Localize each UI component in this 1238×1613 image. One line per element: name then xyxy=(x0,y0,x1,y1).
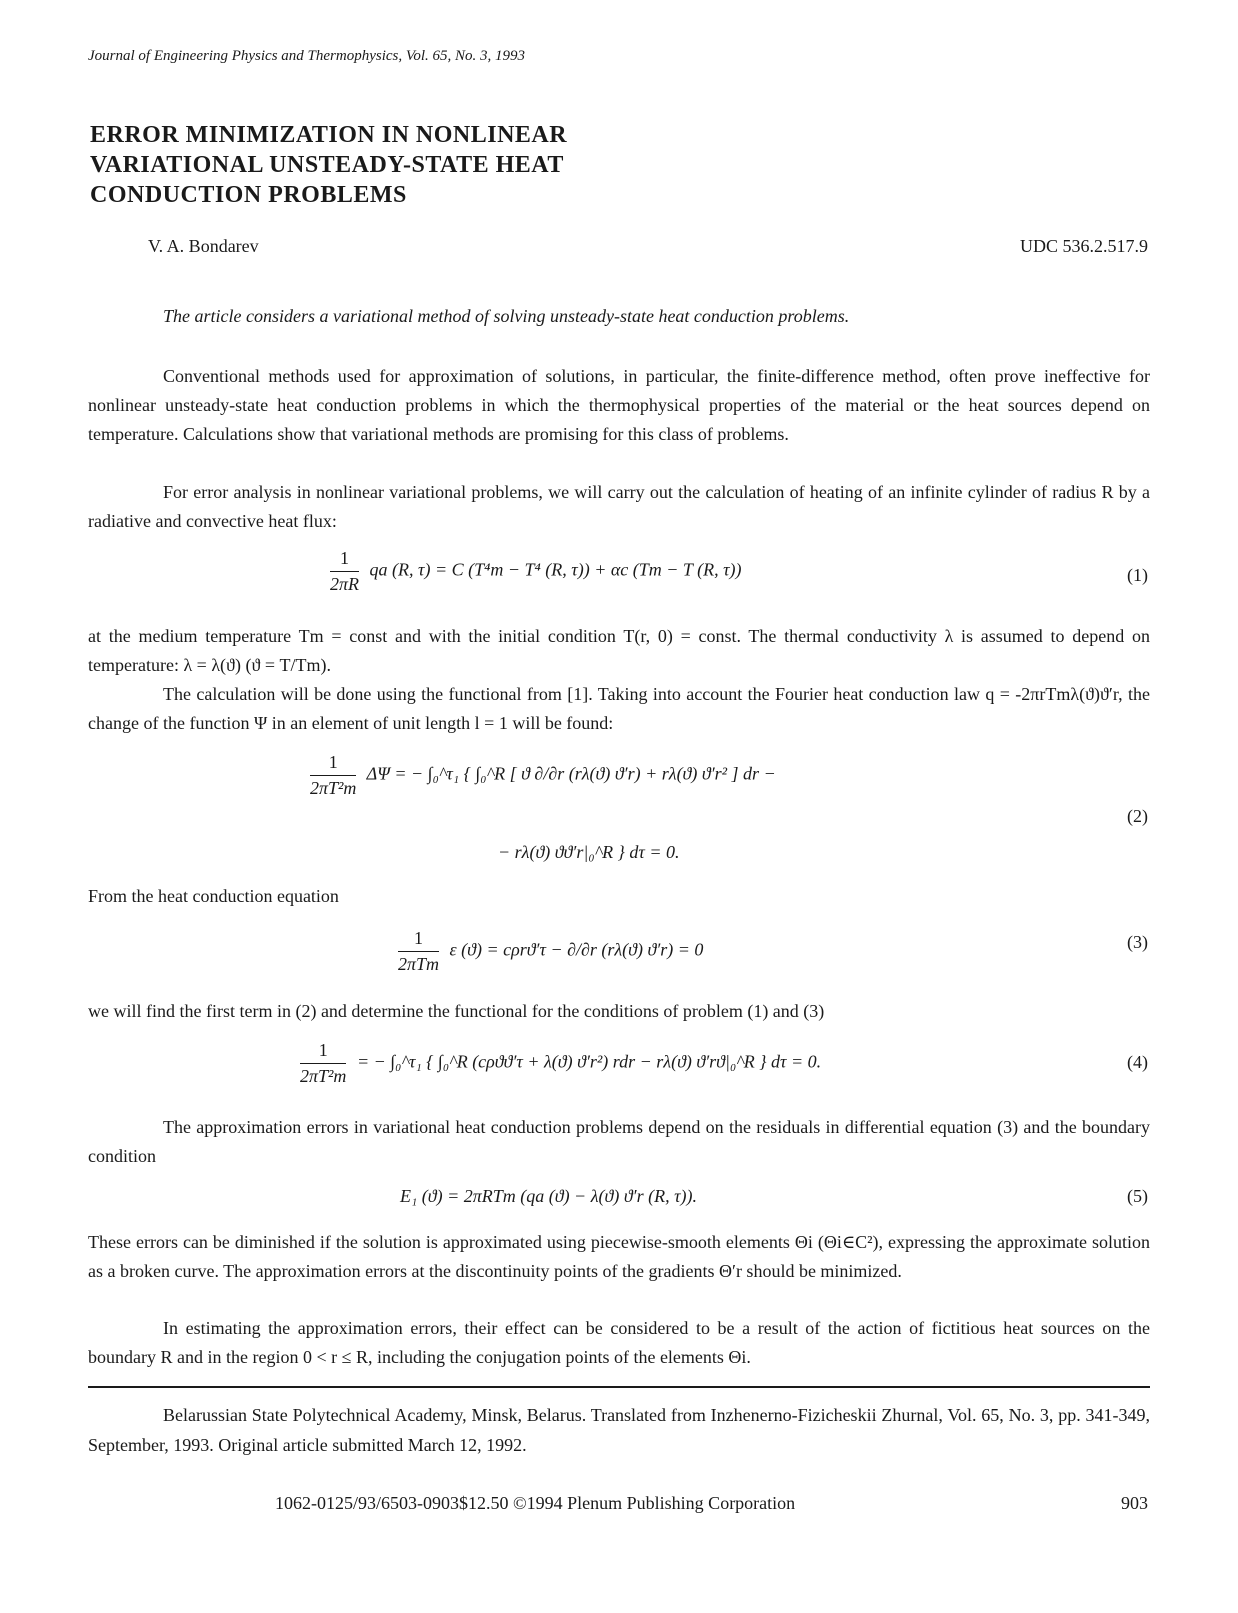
equation-1-label: (1) xyxy=(1127,565,1148,585)
equation-4 xyxy=(300,1040,821,1087)
page-number: 903 xyxy=(1121,1493,1148,1513)
title-line-2: VARIATIONAL UNSTEADY-STATE HEAT xyxy=(90,152,564,178)
paragraph-9: In estimating the approximation errors, their effect can be considered to be a result of the action of fictitious heat sources on the boundary R and in the region 0 < r ≤ R, including the conjugation points of the elements Θi. xyxy=(88,1318,1150,1367)
equation-4-label: (4) xyxy=(1127,1052,1148,1072)
equation-3 xyxy=(398,928,703,975)
article-title xyxy=(90,120,567,210)
abstract: The article considers a variational method of solving unsteady-state heat conduction problems. xyxy=(163,306,850,326)
eq1-body: qa (R, τ) = C (T⁴m − T⁴ (R, τ)) + αc (Tm − T (R, τ)) xyxy=(369,559,742,580)
author-name: V. A. Bondarev xyxy=(148,236,259,256)
paragraph-5: From the heat conduction equation xyxy=(88,886,339,906)
paragraph-3: at the medium temperature Tm = const and with the initial condition T(r, 0) = const. The thermal conductivity λ is assumed to depend on temperature: λ = λ(ϑ) (ϑ = T/Tm). xyxy=(88,626,1150,675)
copyright-code: 1062-0125/93/6503-0903$12.50 ©1994 Plenum Publishing Corporation xyxy=(275,1493,796,1513)
title-line-3: CONDUCTION PROBLEMS xyxy=(90,182,407,208)
paragraph-1: Conventional methods used for approximation of solutions, in particular, the finite-difference method, often prove ineffective for nonlinear unsteady-state heat conduction problems in which the thermophysical properties of the material or the heat sources depend on temperature. Calculations show that variational methods are promising for this class of problems. xyxy=(88,366,1150,444)
journal-header: Journal of Engineering Physics and Thermophysics, Vol. 65, No. 3, 1993 xyxy=(88,48,526,64)
eq1-fraction: $\frac{1}{2\pi R}$ xyxy=(330,548,360,594)
footnote-divider xyxy=(88,1386,1150,1388)
equation-2-line-1 xyxy=(310,752,776,799)
equation-1 xyxy=(330,548,742,595)
paragraph-4: The calculation will be done using the functional from [1]. Taking into account the Fourier heat conduction law q = -2πrTmλ(ϑ)ϑ′r, the change of the function Ψ in an element of unit length l = 1 will be found: xyxy=(88,684,1150,733)
paragraph-7: The approximation errors in variational heat conduction problems depend on the residuals in differential equation (3) and the boundary condition xyxy=(88,1117,1150,1166)
eq3-fraction: $\frac{1}{\text{2πTm}}$ xyxy=(398,928,440,974)
title-line-1: ERROR MINIMIZATION IN NONLINEAR xyxy=(90,122,568,148)
udc-code: UDC 536.2.517.9 xyxy=(1019,236,1148,256)
equation-2-label: (2) xyxy=(1127,806,1148,826)
equation-5-label: (5) xyxy=(1127,1186,1148,1206)
eq2-fraction: $\frac{1}{\text{2πT²m}}$ xyxy=(310,752,357,798)
equation-2-line-2: − rλ(ϑ) ϑϑ′r|₀^R } dτ = 0. xyxy=(498,842,680,862)
affiliation-footnote: Belarussian State Polytechnical Academy, Minsk, Belarus. Translated from Inzhenerno-Fizicheskii Zhurnal, Vol. 65, No. 3, pp. 341-349, September, 1993. Original article submitted March 12, 1992. xyxy=(88,1405,1150,1455)
paragraph-6: we will find the first term in (2) and determine the functional for the conditions of problem (1) and (3) xyxy=(88,1001,825,1021)
equation-3-label: (3) xyxy=(1127,932,1148,952)
paragraph-8: These errors can be diminished if the solution is approximated using piecewise-smooth elements Θi (Θi∈C²), expressing the approximate solution as a broken curve. The approximation errors at the discontinuity points of the gradients Θ′r should be minimized. xyxy=(88,1232,1150,1281)
eq4-fraction: $\frac{1}{\text{2πT²m}}$ xyxy=(300,1040,347,1086)
paragraph-2: For error analysis in nonlinear variational problems, we will carry out the calculation of heating of an infinite cylinder of radius R by a radiative and convective heat flux: xyxy=(88,482,1150,531)
eq4-body: = − ∫₀^τ₁ { ∫₀^R (cρϑϑ′τ + λ(ϑ) ϑ′r²) rdr − rλ(ϑ) ϑ′rϑ|₀^R } dτ = 0. xyxy=(356,1051,822,1072)
eq3-body: ε (ϑ) = cρrϑ′τ − ∂/∂r (rλ(ϑ) ϑ′r) = 0 xyxy=(449,939,704,960)
eq2-line-1-body: ΔΨ = − ∫₀^τ₁ { ∫₀^R [ ϑ ∂/∂r (rλ(ϑ) ϑ′r) + rλ(ϑ) ϑ′r² ] dr − xyxy=(366,763,776,784)
equation-5: E₁ (ϑ) = 2πRTm (qa (ϑ) − λ(ϑ) ϑ′r (R, τ)). xyxy=(400,1186,698,1206)
